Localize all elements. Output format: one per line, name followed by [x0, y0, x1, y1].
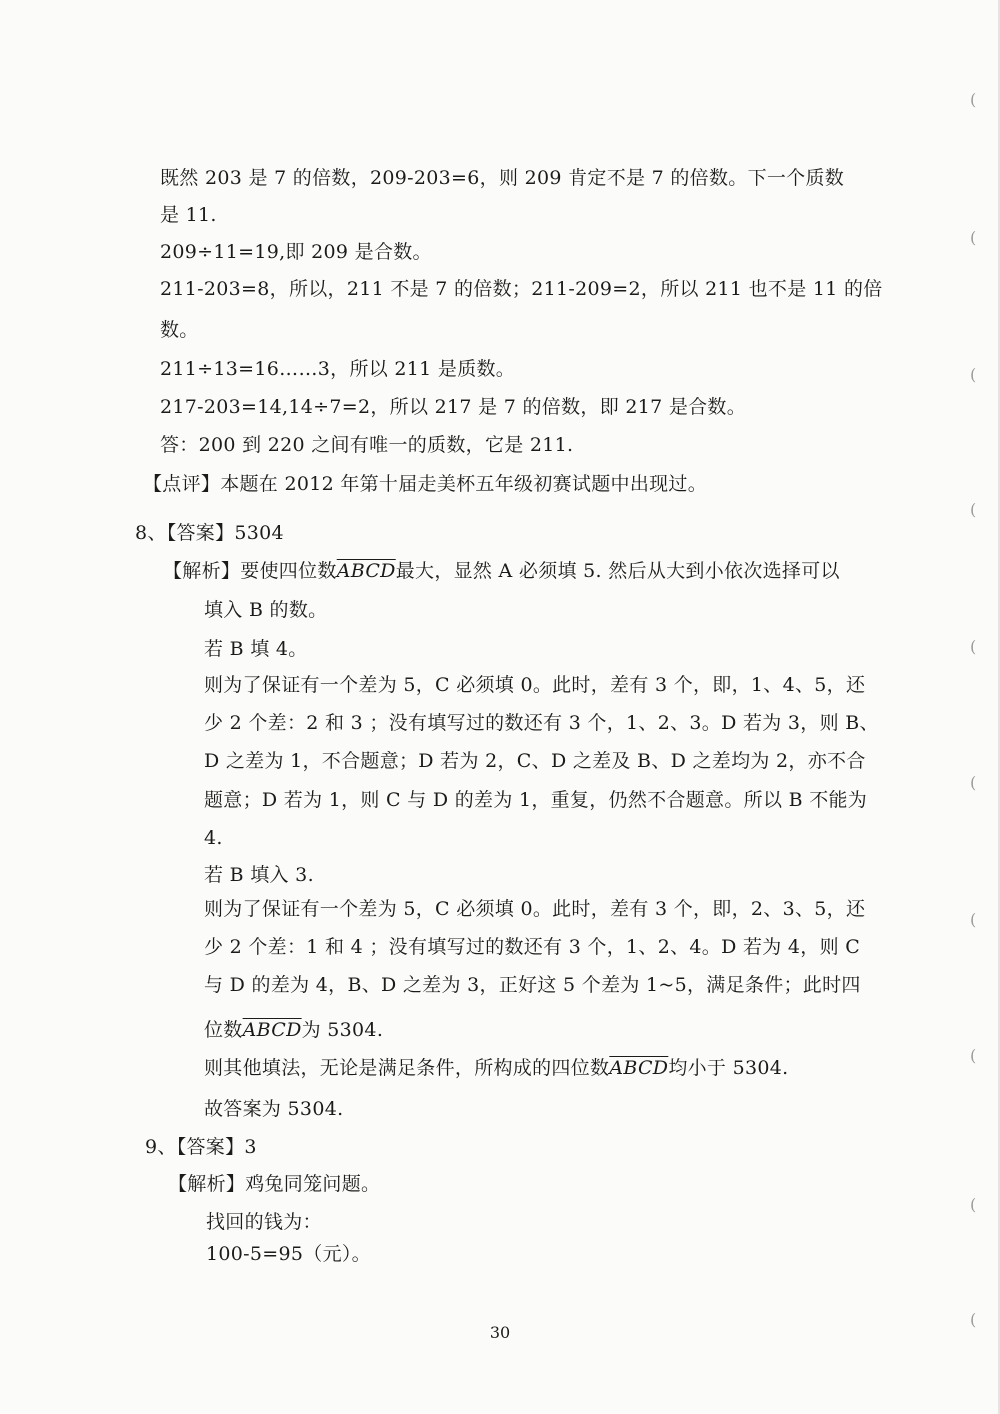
text-line: 209÷11=19,即 209 是合数。 [160, 241, 432, 263]
q9-answer: 9、【答案】3 [145, 1136, 257, 1158]
q8-other-line [204, 1056, 788, 1080]
q8-answer: 8、【答案】5304 [135, 522, 284, 544]
q8-result-line [204, 1018, 383, 1042]
q8-line: 若 B 填 4。 [204, 638, 308, 660]
q8-line: 少 2 个差：1 和 4 ；没有填写过的数还有 3 个，1、2、4。D 若为 4，则 C [204, 936, 861, 958]
text-line: 答：200 到 220 之间有唯一的质数，它是 211. [160, 434, 574, 456]
q8-line: 则为了保证有一个差为 5，C 必须填 0。此时，差有 3 个，即，1、4、5，还 [204, 674, 866, 696]
q8-line: 题意；D 若为 1，则 C 与 D 的差为 1，重复，仍然不合题意。所以 B 不能为 [204, 789, 868, 811]
binding-hole-mark: ( [970, 90, 977, 109]
binding-hole-mark: ( [970, 910, 977, 929]
q8-line: 填入 B 的数。 [204, 599, 328, 621]
q8-final: 故答案为 5304. [204, 1098, 344, 1120]
text-line: 是 11. [160, 204, 217, 226]
q9-analysis: 【解析】鸡兔同笼问题。 [168, 1173, 381, 1195]
binding-hole-mark: ( [970, 773, 977, 792]
q8-analysis-line [163, 559, 840, 583]
q8-other-pre: 则其他填法，无论是满足条件，所构成的四位数 [204, 1057, 610, 1079]
page-number: 30 [489, 1323, 511, 1342]
abcd-overline: ABCD [336, 560, 396, 582]
text-line: 211÷13=16……3，所以 211 是质数。 [160, 358, 516, 380]
q8-line: 4. [204, 827, 223, 849]
q8-line: 若 B 填入 3. [204, 864, 314, 886]
binding-hole-mark: ( [970, 1046, 977, 1065]
binding-hole-mark: ( [970, 1310, 977, 1329]
binding-hole-mark: ( [970, 365, 977, 384]
q8-line: D 之差为 1，不合题意；D 若为 2，C、D 之差及 B、D 之差均为 2，亦不合 [204, 750, 866, 772]
q8-other-post: 均小于 5304. [668, 1057, 789, 1079]
text-line: 217-203=14,14÷7=2，所以 217 是 7 的倍数，即 217 是合数。 [160, 396, 747, 418]
q8-line: 与 D 的差为 4，B、D 之差为 3，正好这 5 个差为 1~5，满足条件；此时四 [204, 974, 861, 996]
binding-hole-mark: ( [970, 637, 977, 656]
abcd-overline: ABCD [609, 1057, 669, 1079]
q8-result-post: 为 5304. [301, 1019, 384, 1041]
q8-line: 少 2 个差：2 和 3 ；没有填写过的数还有 3 个，1、2、3。D 若为 3，则 B、 [204, 712, 879, 734]
abcd-overline: ABCD [242, 1019, 302, 1041]
text-line: 211-203=8，所以，211 不是 7 的倍数；211-209=2，所以 211 也不是 11 的倍 [160, 278, 883, 300]
q8-result-pre: 位数 [204, 1019, 243, 1041]
q8-analysis-pre: 【解析】要使四位数 [163, 560, 337, 582]
q8-line: 则为了保证有一个差为 5，C 必须填 0。此时，差有 3 个，即，2、3、5，还 [204, 898, 866, 920]
comment-line: 【点评】本题在 2012 年第十届走美杯五年级初赛试题中出现过。 [143, 473, 708, 495]
q9-line: 100-5=95（元）。 [206, 1243, 371, 1265]
binding-hole-mark: ( [970, 228, 977, 247]
q8-analysis-post: 最大，显然 A 必须填 5. 然后从大到小依次选择可以 [395, 560, 840, 582]
text-line: 既然 203 是 7 的倍数，209-203=6，则 209 肯定不是 7 的倍数。下一个质数 [160, 167, 845, 189]
text-line: 数。 [160, 319, 199, 341]
q9-line: 找回的钱为： [206, 1211, 322, 1233]
binding-hole-mark: ( [970, 1195, 977, 1214]
binding-hole-mark: ( [970, 500, 977, 519]
